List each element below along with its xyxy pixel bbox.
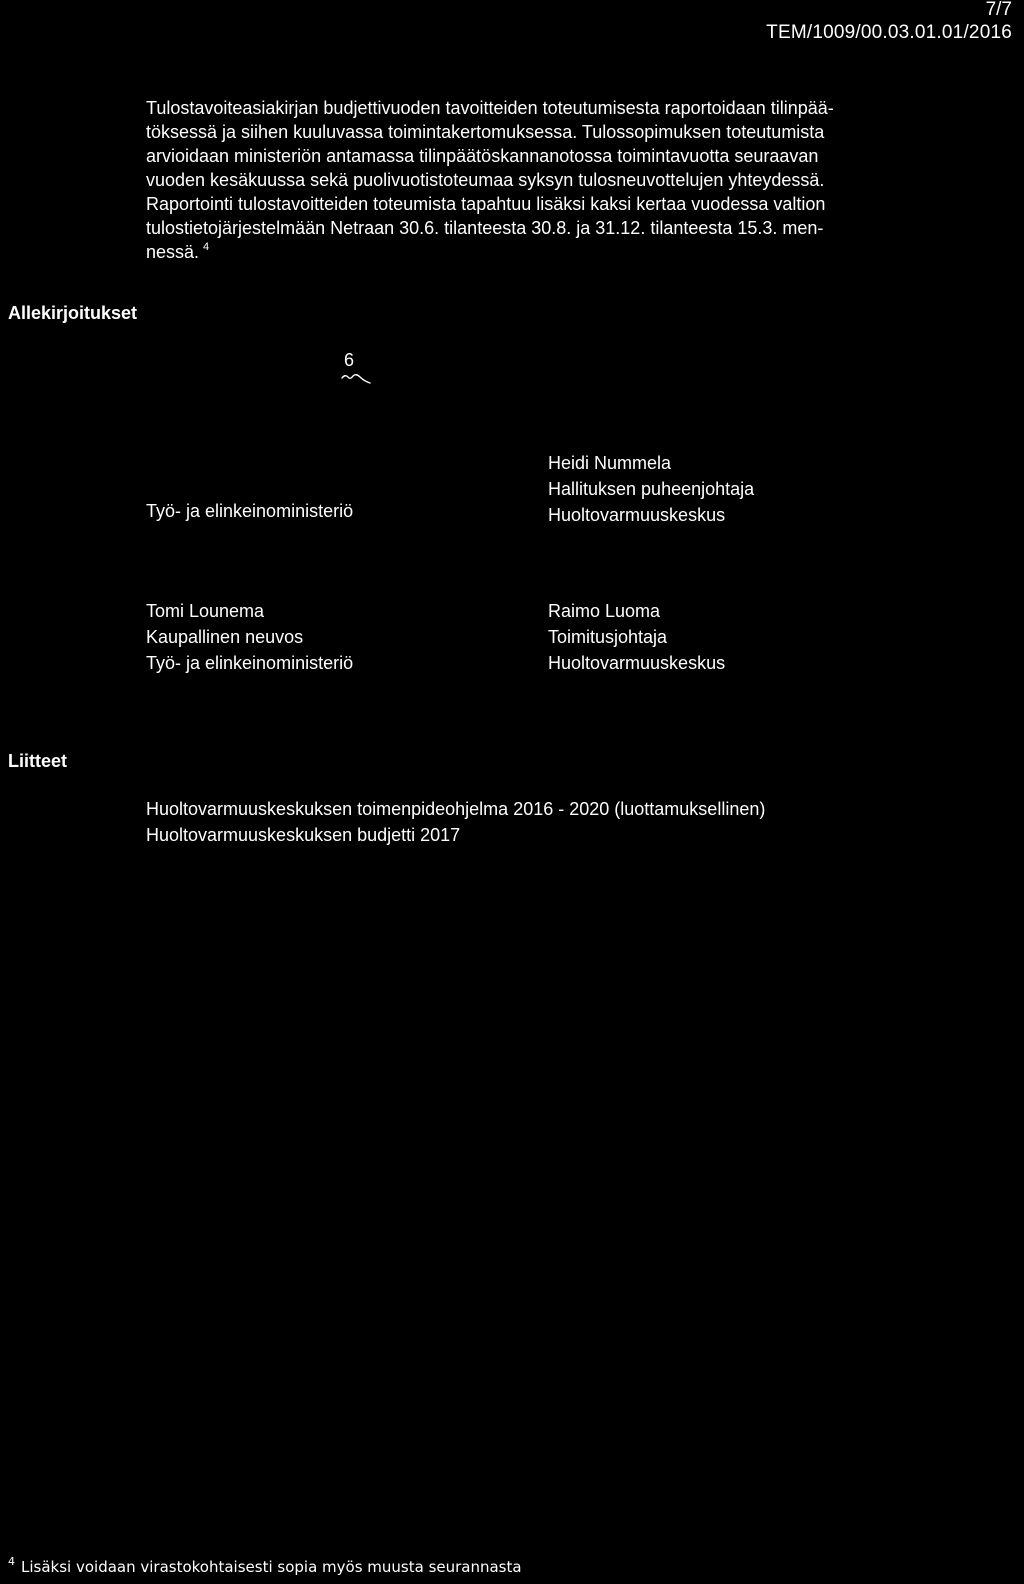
paragraph-line: töksessä ja siihen kuuluvassa toimintakertomuksessa. Tulossopimuksen toteutumista: [146, 122, 825, 142]
page-number: 7/7: [985, 0, 1012, 20]
signatory-organization: Huoltovarmuuskeskus: [548, 505, 726, 525]
signatory-title: Toimitusjohtaja: [548, 627, 668, 647]
paragraph-line: Tulostavoiteasiakirjan budjettivuoden tavoitteiden toteutumisesta raportoidaan tilinpää-: [146, 98, 834, 118]
signatory-organization: Huoltovarmuuskeskus: [548, 653, 726, 673]
paragraph-line: Raportointi tulostavoitteiden toteumista tapahtuu lisäksi kaksi kertaa vuodessa valtion: [146, 194, 826, 214]
attachment-item: Huoltovarmuuskeskuksen toimenpideohjelma 2016 - 2020 (luottamuksellinen): [146, 799, 766, 819]
body-paragraph: [146, 96, 966, 264]
signatory-organization: Työ- ja elinkeinoministeriö: [146, 653, 354, 673]
handwritten-mark: [340, 348, 380, 392]
squiggle-mark-icon: [340, 370, 376, 386]
signatory-title: Kaupallinen neuvos: [146, 627, 304, 647]
signatory-name: Tomi Lounema: [146, 601, 265, 621]
attachment-item: Huoltovarmuuskeskuksen budjetti 2017: [146, 825, 461, 845]
paragraph-line-text: nessä.: [146, 242, 200, 262]
paragraph-line: vuoden kesäkuussa sekä puolivuotistoteumaa syksyn tulosneuvottelujen yhteydessä.: [146, 170, 825, 190]
footnote-text: Lisäksi voidaan virastokohtaisesti sopia myös muusta seurannasta: [21, 1558, 522, 1576]
attachments-list: [146, 796, 765, 848]
signatory-name: Heidi Nummela: [548, 453, 672, 473]
paragraph-line-last: [146, 240, 966, 264]
paragraph-line: arvioidaan ministeriön antamassa tilinpäätöskannanotossa toimintavuotta seuraavan: [146, 146, 819, 166]
signature-block-ministry: [146, 498, 353, 524]
signatory-name: Raimo Luoma: [548, 601, 661, 621]
signature-block-lounema: [146, 598, 353, 676]
signature-line: Työ- ja elinkeinoministeriö: [146, 501, 354, 521]
signature-block-luoma: [548, 598, 725, 676]
attachments-heading: Liitteet: [8, 751, 68, 771]
footnote: [8, 1556, 522, 1578]
footnote-number: 4: [8, 1555, 15, 1568]
paragraph-line: tulostietojärjestelmään Netraan 30.6. tilanteesta 30.8. ja 31.12. tilanteesta 15.3. men-: [146, 218, 824, 238]
signatures-heading: Allekirjoitukset: [8, 303, 138, 323]
mark-digit: 6: [344, 350, 355, 370]
footnote-reference: 4: [203, 241, 210, 253]
signature-block-nummela: [548, 450, 754, 528]
document-reference: TEM/1009/00.03.01.01/2016: [766, 22, 1012, 43]
signatory-title: Hallituksen puheenjohtaja: [548, 479, 755, 499]
